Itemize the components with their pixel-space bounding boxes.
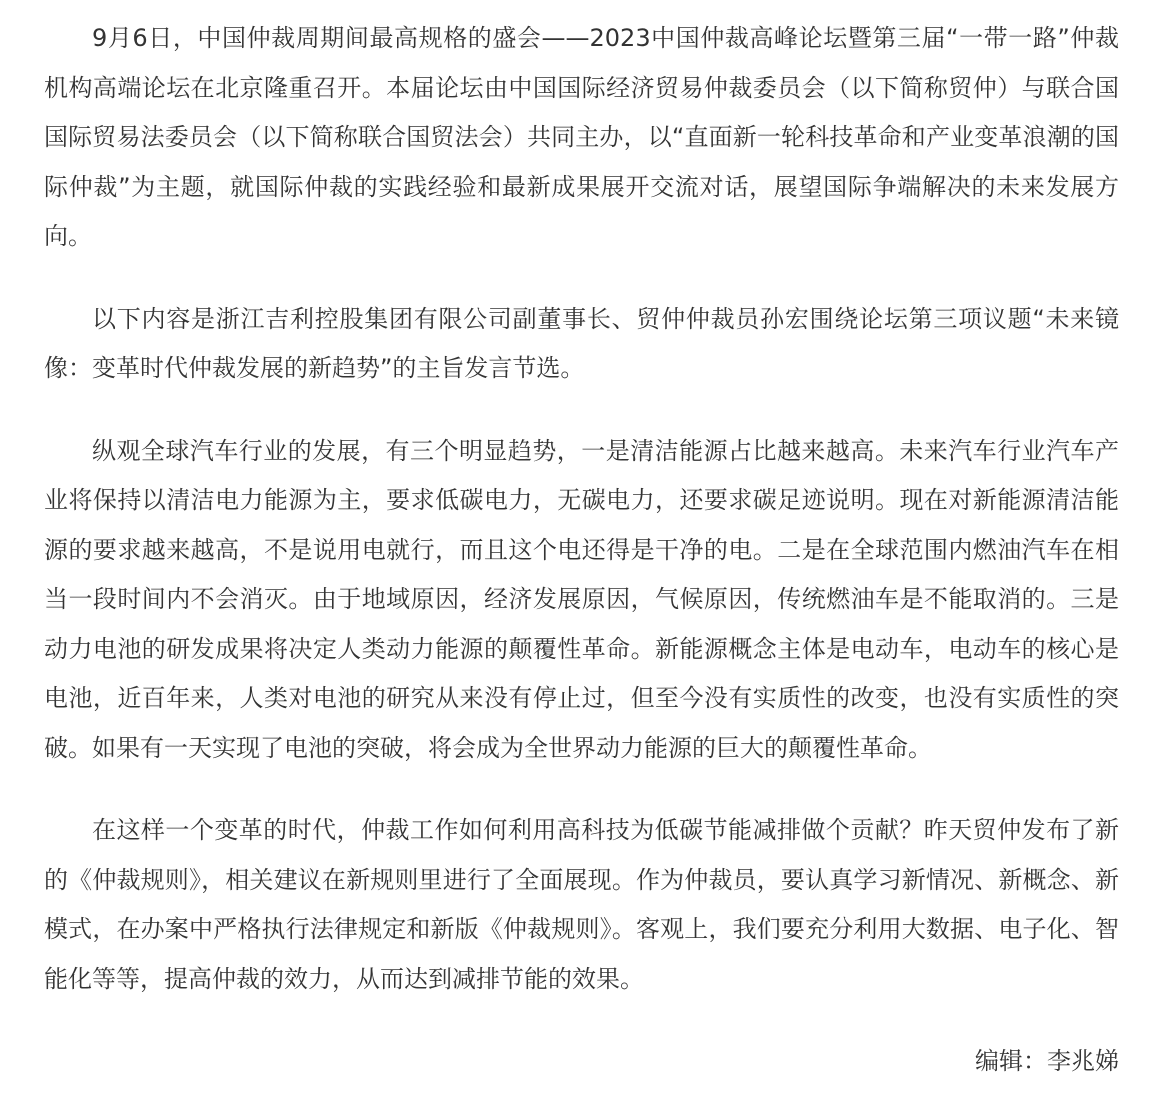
paragraph-speaker-intro: 以下内容是浙江吉利控股集团有限公司副董事长、贸仲仲裁员孙宏围绕论坛第三项议题“未来镜像：变革时代仲裁发展的新趋势”的主旨发言节选。 (44, 304, 1119, 382)
editor-credit: 编辑：李兆娣 (975, 1047, 1119, 1075)
paragraph-automotive-trends: 纵观全球汽车行业的发展，有三个明显趋势，一是清洁能源占比越来越高。未来汽车行业汽车产业将保持以清洁电力能源为主，要求低碳电力，无碳电力，还要求碳足迹说明。现在对新能源清洁能源的要求越来越高，不是说用电就行，而且这个电还得是干净的电。二是在全球范围内燃油汽车在相当一段时间内不会消灭。由于地域原因，经济发展原因，气候原因，传统燃油车是不能取消的。三是动力电池的研发成果将决定人类动力能源的颠覆性革命。新能源概念主体是电动车，电动车的核心是电池，近百年来，人类对电池的研究从来没有停止过，但至今没有实质性的改变，也没有实质性的突破。如果有一天实现了电池的突破，将会成为全世界动力能源的巨大的颠覆性革命。 (44, 436, 1119, 762)
paragraph-intro: 9月6日，中国仲裁周期间最高规格的盛会——2023中国仲裁高峰论坛暨第三届“一带一路”仲裁机构高端论坛在北京隆重召开。本届论坛由中国国际经济贸易仲裁委员会（以下简称贸仲）与联合国国际贸易法委员会（以下简称联合国贸法会）共同主办，以“直面新一轮科技革命和产业变革浪潮的国际仲裁”为主题，就国际仲裁的实践经验和最新成果展开交流对话，展望国际争端解决的未来发展方向。 (44, 24, 1119, 250)
paragraph-arbitration-rules: 在这样一个变革的时代，仲裁工作如何利用高科技为低碳节能减排做个贡献？昨天贸仲发布了新的《仲裁规则》，相关建议在新规则里进行了全面展现。作为仲裁员，要认真学习新情况、新概念、新模式，在办案中严格执行法律规定和新版《仲裁规则》。客观上，我们要充分利用大数据、电子化、智能化等等，提高仲裁的效力，从而达到减排节能的效果。 (44, 816, 1119, 993)
